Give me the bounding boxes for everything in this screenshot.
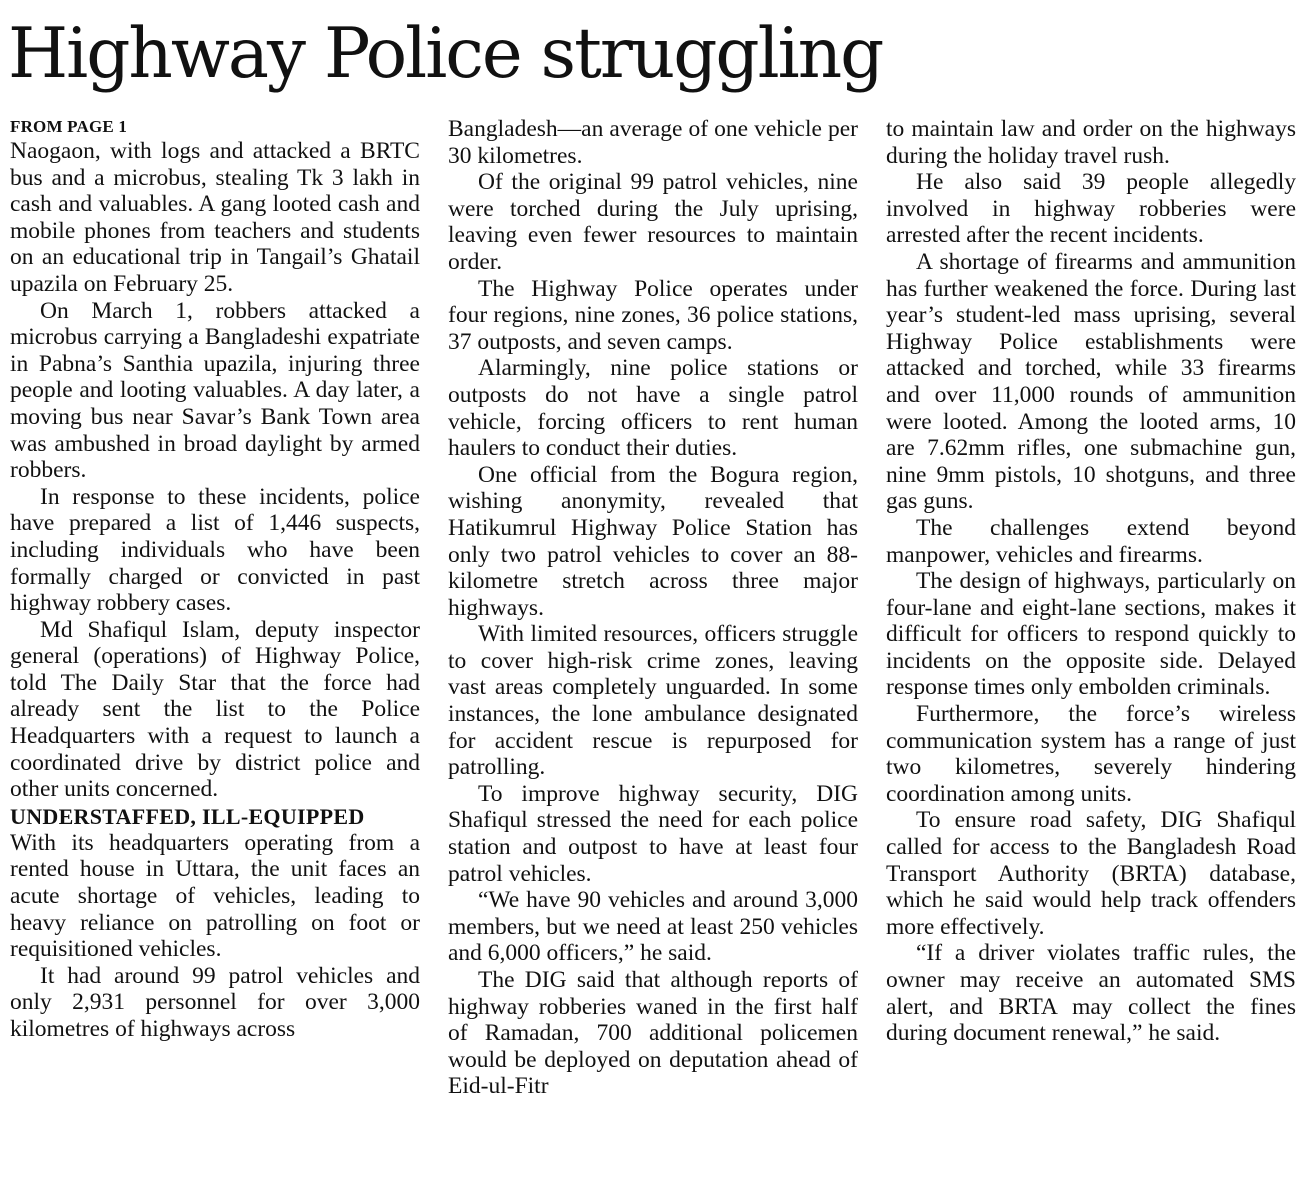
paragraph: With limited resources, officers struggle to cover high-risk crime zones, leaving vast areas completely unguarded. In some instances, the lone ambulance designated for accident rescue is repurposed for patrolling.: [448, 621, 858, 781]
paragraph: In response to these incidents, police have prepared a list of 1,446 suspects, including individuals who have been formally charged or convicted in past highway robbery cases.: [10, 483, 420, 617]
paragraph: The Highway Police operates under four regions, nine zones, 36 police stations, 37 outposts, and seven camps.: [448, 275, 858, 355]
paragraph: He also said 39 people allegedly involved in highway robberies were arrested after the recent incidents.: [886, 169, 1296, 249]
paragraph: A shortage of firearms and ammunition has further weakened the force. During last year’s student-led mass uprising, several Highway Police establishments were attacked and torched, while 33 firearms and over 11,000 rounds of ammunition were looted. Among the looted arms, 10 are 7.62mm rifles, one submachine gun, nine 9mm pistols, 10 shotguns, and three gas guns.: [886, 248, 1296, 515]
paragraph: To improve highway security, DIG Shafiqul stressed the need for each police station and outpost to have at least four patrol vehicles.: [448, 780, 858, 887]
paragraph: The DIG said that although reports of highway robberies waned in the first half of Ramadan, 700 additional policemen would be deployed on deputation ahead of Eid-ul-Fitr: [448, 967, 858, 1100]
paragraph: Md Shafiqul Islam, deputy inspector general (operations) of Highway Police, told The Daily Star that the force had already sent the list to the Police Headquarters with a request to launch a coordinated drive by district police and other units concerned.: [10, 616, 420, 803]
paragraph: to maintain law and order on the highways during the holiday travel rush.: [886, 116, 1296, 169]
headline: Highway Police struggling: [8, 14, 883, 94]
paragraph: On March 1, robbers attacked a microbus carrying a Bangladeshi expatriate in Pabna’s Santhia upazila, injuring three people and looting valuables. A day later, a moving bus near Savar’s Bank Town area was ambushed in broad daylight by armed robbers.: [10, 297, 420, 484]
article-column-3: [886, 116, 1296, 1182]
paragraph: To ensure road safety, DIG Shafiqul called for access to the Bangladesh Road Transport Authority (BRTA) database, which he said would help track offenders more effectively.: [886, 807, 1296, 940]
paragraph: It had around 99 patrol vehicles and only 2,931 personnel for over 3,000 kilometres of highways across: [10, 962, 420, 1042]
continuation-kicker: FROM PAGE 1: [10, 117, 128, 136]
paragraph: One official from the Bogura region, wishing anonymity, revealed that Hatikumrul Highway Police Station has only two patrol vehicles to cover an 88-kilometre stretch across three major highways.: [448, 461, 858, 621]
paragraph: Naogaon, with logs and attacked a BRTC bus and a microbus, stealing Tk 3 lakh in cash and valuables. A gang looted cash and mobile phones from teachers and students on an educational trip in Tangail’s Ghatail upazila on February 25.: [10, 138, 420, 297]
paragraph: Bangladesh—an average of one vehicle per 30 kilometres.: [448, 116, 858, 169]
paragraph: Alarmingly, nine police stations or outposts do not have a single patrol vehicle, forcing officers to rent human haulers to conduct their duties.: [448, 355, 858, 462]
section-subhead: UNDERSTAFFED, ILL-EQUIPPED: [10, 803, 365, 829]
paragraph: The design of highways, particularly on four-lane and eight-lane sections, makes it difficult for officers to respond quickly to incidents on the opposite side. Delayed response times only embolden criminals.: [886, 568, 1296, 701]
paragraph: The challenges extend beyond manpower, vehicles and firearms.: [886, 514, 1296, 568]
paragraph: “If a driver violates traffic rules, the owner may receive an automated SMS alert, and BRTA may collect the fines during document renewal,” he said.: [886, 940, 1296, 1047]
paragraph: With its headquarters operating from a rented house in Uttara, the unit faces an acute shortage of vehicles, leading to heavy reliance on patrolling on foot or requisitioned vehicles.: [10, 829, 420, 963]
article-column-1: [10, 116, 420, 1182]
paragraph: Furthermore, the force’s wireless communication system has a range of just two kilometres, severely hindering coordination among units.: [886, 701, 1296, 807]
paragraph: “We have 90 vehicles and around 3,000 members, but we need at least 250 vehicles and 6,000 officers,” he said.: [448, 887, 858, 967]
article-column-2: [448, 116, 858, 1182]
paragraph: Of the original 99 patrol vehicles, nine were torched during the July uprising, leaving even fewer resources to maintain order.: [448, 169, 858, 275]
